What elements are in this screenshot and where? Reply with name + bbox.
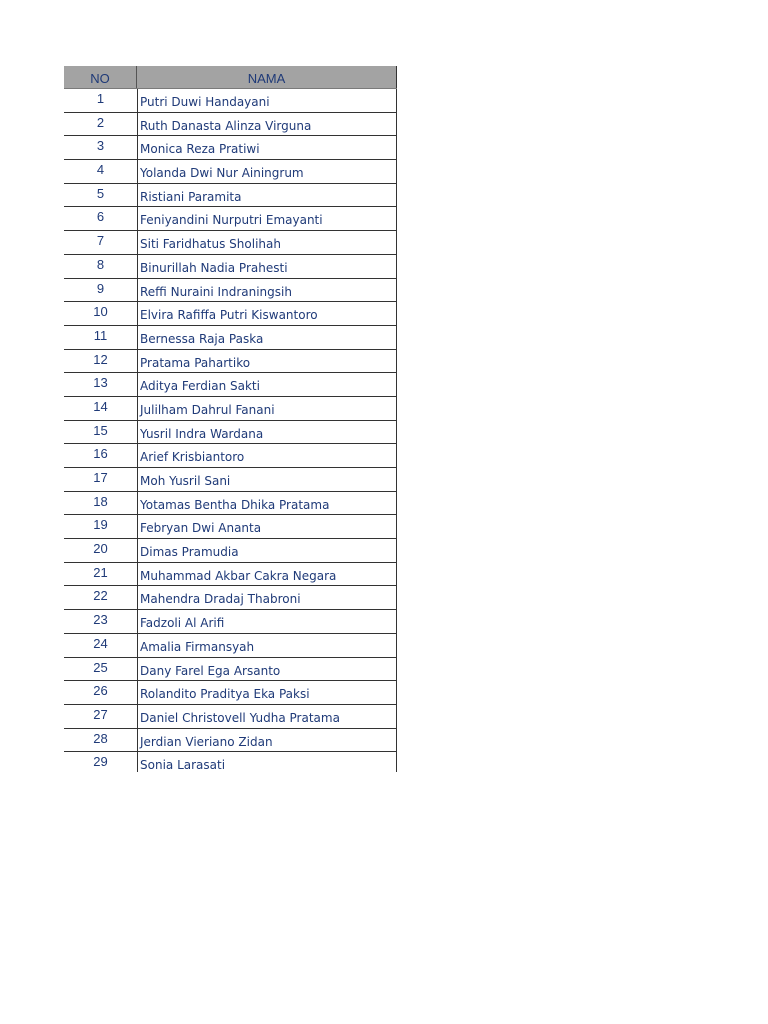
table-row (64, 634, 397, 658)
table-row (64, 255, 397, 279)
table-row (64, 421, 397, 445)
table-row (64, 113, 397, 137)
row-name-cell[interactable]: Rolandito Praditya Eka Paksi (137, 681, 397, 704)
row-number-cell[interactable]: 17 (93, 470, 108, 485)
row-name-cell[interactable]: Pratama Pahartiko (137, 350, 397, 373)
table-row (64, 89, 397, 113)
table-row (64, 586, 397, 610)
row-number-cell[interactable]: 3 (96, 138, 105, 154)
table-row (64, 610, 397, 634)
row-number-cell[interactable]: 14 (93, 398, 108, 414)
row-number-cell[interactable]: 6 (96, 209, 105, 225)
row-name-cell[interactable]: Sonia Larasati (137, 752, 397, 772)
table-row (64, 326, 397, 350)
row-number-cell[interactable]: 2 (96, 114, 105, 130)
row-name-cell[interactable]: Febryan Dwi Ananta (137, 515, 397, 538)
row-name-cell[interactable]: Putri Duwi Handayani (137, 89, 397, 112)
row-number-cell[interactable]: 18 (93, 493, 108, 509)
table-row (64, 705, 397, 729)
row-name-cell[interactable]: Daniel Christovell Yudha Pratama (137, 705, 397, 728)
row-number-cell[interactable]: 27 (93, 706, 108, 722)
table-body (64, 89, 397, 772)
row-number-cell[interactable]: 5 (96, 185, 105, 201)
table-row (64, 397, 397, 421)
row-name-cell[interactable]: Muhammad Akbar Cakra Negara (137, 563, 397, 586)
table-row (64, 752, 397, 772)
row-name-cell[interactable]: Yotamas Bentha Dhika Pratama (137, 492, 397, 515)
row-name-cell[interactable]: Ristiani Paramita (137, 184, 397, 207)
table-row (64, 729, 397, 753)
table-row (64, 539, 397, 563)
row-name-cell[interactable]: Reffi Nuraini Indraningsih (137, 279, 397, 302)
row-name-cell[interactable]: Aditya Ferdian Sakti (137, 373, 397, 396)
row-name-cell[interactable]: Monica Reza Pratiwi (137, 136, 397, 159)
table-row (64, 302, 397, 326)
row-number-cell[interactable]: 24 (93, 635, 108, 651)
row-number-cell[interactable]: 11 (93, 327, 108, 343)
row-number-cell[interactable]: 25 (93, 659, 108, 675)
row-name-cell[interactable]: Amalia Firmansyah (137, 634, 397, 657)
table-row (64, 279, 397, 303)
row-name-cell[interactable]: Jerdian Vieriano Zidan (137, 729, 397, 752)
table-row (64, 350, 397, 374)
table-row (64, 444, 397, 468)
row-name-cell[interactable]: Binurillah Nadia Prahesti (137, 255, 397, 278)
row-name-cell[interactable]: Moh Yusril Sani (137, 468, 397, 491)
table-row (64, 373, 397, 397)
row-name-cell[interactable]: Mahendra Dradaj Thabroni (137, 586, 397, 609)
row-number-cell[interactable]: 7 (96, 233, 105, 249)
row-number-cell[interactable]: 23 (93, 612, 108, 628)
table-row (64, 207, 397, 231)
row-number-cell[interactable]: 10 (93, 304, 108, 320)
row-name-cell[interactable]: Elvira Rafiffa Putri Kiswantoro (137, 302, 397, 325)
row-number-cell[interactable]: 20 (93, 541, 108, 557)
row-number-cell[interactable]: 9 (96, 280, 105, 296)
row-number-cell[interactable]: 29 (93, 754, 108, 770)
row-number-cell[interactable]: 1 (96, 91, 105, 106)
row-number-cell[interactable]: 26 (93, 683, 108, 699)
header-cell-no[interactable] (64, 66, 137, 88)
header-label-no: NO (90, 70, 110, 86)
row-name-cell[interactable]: Julilham Dahrul Fanani (137, 397, 397, 420)
row-number-cell[interactable]: 13 (93, 375, 108, 391)
table-row (64, 658, 397, 682)
table-row (64, 160, 397, 184)
row-name-cell[interactable]: Dimas Pramudia (137, 539, 397, 562)
header-label-nama: NAMA (247, 70, 286, 86)
row-name-cell[interactable]: Dany Farel Ega Arsanto (137, 658, 397, 681)
row-number-cell[interactable]: 21 (93, 564, 108, 580)
table-row (64, 563, 397, 587)
row-number-cell[interactable]: 12 (93, 351, 108, 367)
row-number-cell[interactable]: 28 (93, 730, 108, 746)
row-name-cell[interactable]: Feniyandini Nurputri Emayanti (137, 207, 397, 230)
row-number-cell[interactable]: 22 (93, 588, 108, 604)
table-row (64, 492, 397, 516)
row-name-cell[interactable]: Yolanda Dwi Nur Ainingrum (137, 160, 397, 183)
table-row (64, 136, 397, 160)
header-cell-nama[interactable] (137, 66, 397, 88)
table-row (64, 184, 397, 208)
table-header-row (64, 66, 397, 89)
row-name-cell[interactable]: Fadzoli Al Arifi (137, 610, 397, 633)
row-number-cell[interactable]: 8 (96, 256, 105, 272)
row-name-cell[interactable]: Yusril Indra Wardana (137, 421, 397, 444)
row-number-cell[interactable]: 16 (93, 446, 108, 462)
table-row (64, 515, 397, 539)
row-name-cell[interactable]: Bernessa Raja Paska (137, 326, 397, 349)
row-number-cell[interactable]: 15 (93, 422, 108, 438)
table-row (64, 681, 397, 705)
table-row (64, 231, 397, 255)
row-number-cell[interactable]: 4 (96, 162, 105, 178)
name-table (64, 66, 397, 772)
row-name-cell[interactable]: Siti Faridhatus Sholihah (137, 231, 397, 254)
table-row (64, 468, 397, 492)
row-number-cell[interactable]: 19 (93, 517, 108, 533)
row-name-cell[interactable]: Ruth Danasta Alinza Virguna (137, 113, 397, 136)
row-name-cell[interactable]: Arief Krisbiantoro (137, 444, 397, 467)
